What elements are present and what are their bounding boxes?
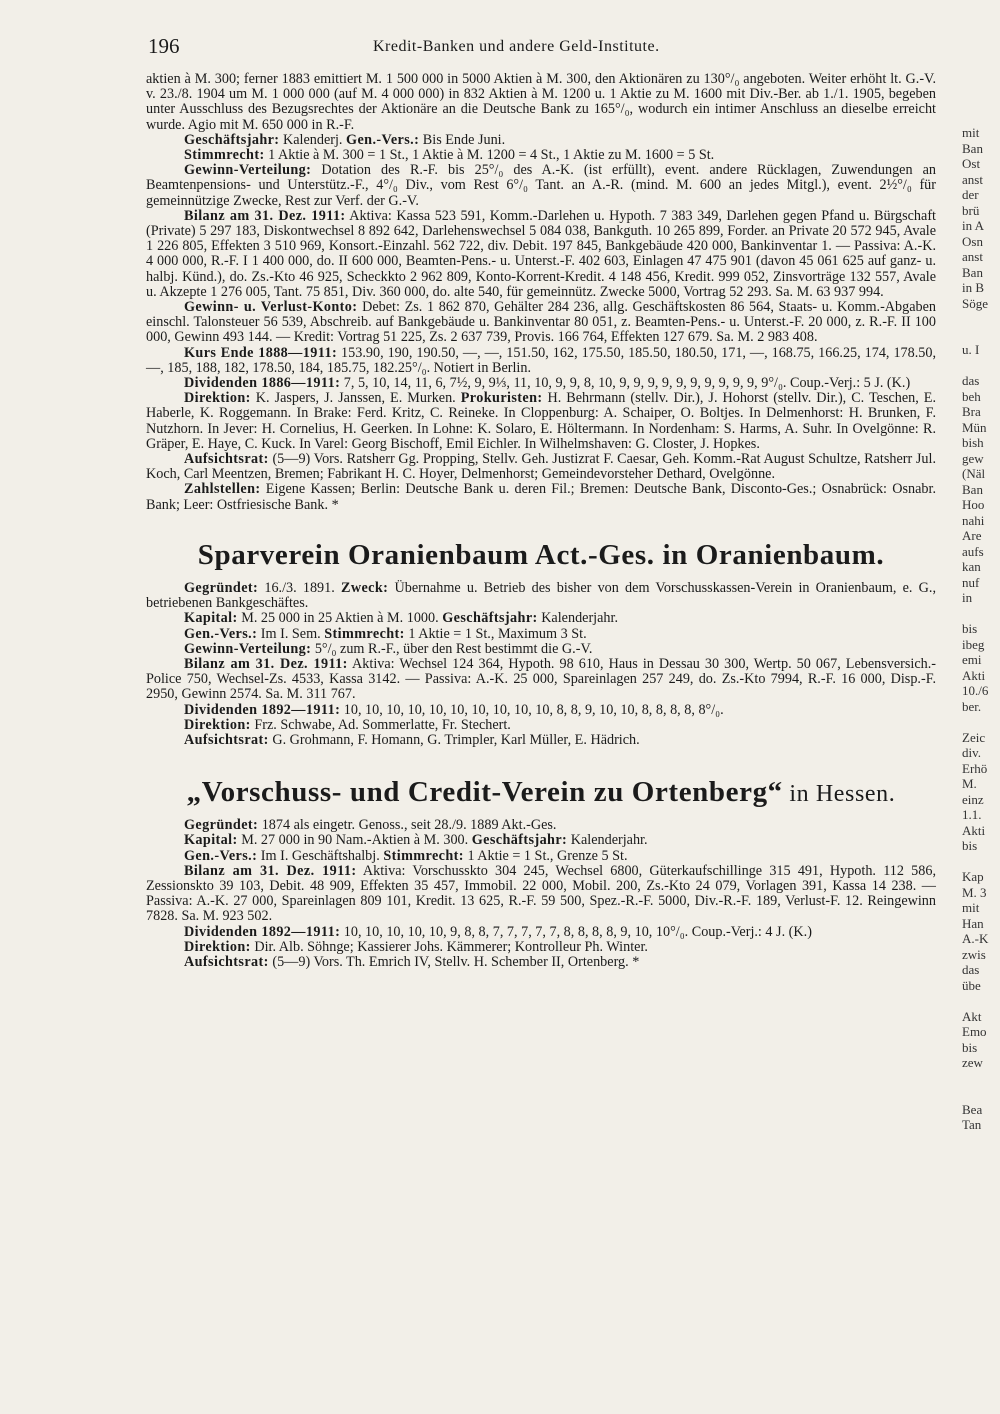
entry-text: 1874 als eingetr. Genoss., seit 28./9. 1889 Akt.-Ges. xyxy=(258,817,557,834)
margin-fragment: aufs xyxy=(962,543,984,559)
margin-fragment xyxy=(962,993,1000,1009)
entry-text: Eigene Kassen; Berlin: Deutsche Bank u. deren Fil.; Bremen: Deutsche Bank, Disconto-Ges.; Osnabrück: Osnabr. Bank; Leer: Ostfriesische Bank. * xyxy=(146,481,936,513)
margin-fragment: zwis xyxy=(962,946,986,962)
entry-text: H. Behrmann (stellv. Dir.), J. Hohorst (stellv. Dir.), C. Teschen, E. Haberle, K. Roggemann. In Brake: Ferd. Kritz, C. Reineke. In Cloppenburg: A. Schaiper, O. Boltjes. In Delmenhorst: H. Brunken, F. Nutzhorn. In Jever: H. Cornelius, H. Geerken. In Lohne: K. Solaro, E. Höltermann. In Nordenham: S. Harms, A. Suhr. In Ovelgönne: R. Gräper, E. Haye, C. Kuck. In Varel: Georg Bischoff, Emil Eichler. In Wilhelmshaven: G. Closter, J. Hopkes. xyxy=(146,390,936,452)
entry-text: Debet: Zs. 1 862 870, Gehälter 284 236, allg. Geschäftskosten 86 564, Staats- u. Komm.-Abgaben einschl. Talonsteuer 56 539, Abschreib. auf Bankgebäude u. Bankinventar 80 051, z. Beamten-Pens.- u. Unterst.-F. 20 000, z. R.-F. II 100 000, Gewinn 493 144. — Kredit: Vortrag 51 225, Zs. 2 637 739, Provis. 166 764, Effekten 127 679. Sa. M. 2 983 408. xyxy=(146,299,937,346)
margin-fragment: anst xyxy=(962,171,983,187)
entry-keyword: Gen.-Vers.: xyxy=(346,131,420,148)
entry-paragraph xyxy=(146,940,936,955)
entry-paragraph xyxy=(146,482,936,512)
entry-paragraph xyxy=(146,818,936,833)
entry-paragraph xyxy=(146,864,936,925)
margin-fragment: der xyxy=(962,187,979,202)
margin-fragment: in A xyxy=(962,218,985,233)
entry-text: K. Jaspers, J. Janssen, E. Murken. xyxy=(250,390,461,407)
entry-text: Dir. Alb. Söhnge; Kassierer Johs. Kämmerer; Kontrolleur Ph. Winter. xyxy=(250,938,648,955)
section-title-vorschussverein: „Vorschuss- und Credit-Verein zu Ortenberg“ in Hessen. xyxy=(186,776,896,809)
margin-fragment: Ost xyxy=(962,156,981,171)
entry-keyword: Dividenden 1892—1911: xyxy=(184,923,341,940)
margin-fragment: Ban xyxy=(962,264,983,280)
margin-fragment: (Näl xyxy=(962,466,986,481)
entry-keyword: Dividenden 1892—1911: xyxy=(184,701,341,718)
entry-paragraph xyxy=(146,833,936,848)
entry-text: G. Grohmann, F. Homann, G. Trimpler, Karl Müller, E. Hädrich. xyxy=(268,731,640,748)
entry-keyword: Gegründet: xyxy=(184,817,259,834)
entry-keyword: Aufsichtsrat: xyxy=(184,953,269,970)
entry-keyword: Aufsichtsrat: xyxy=(184,731,269,748)
margin-fragment: das xyxy=(962,962,980,977)
margin-fragment: ber. xyxy=(962,698,982,714)
entry-keyword: Aufsichtsrat: xyxy=(184,451,269,468)
section-bank-entry xyxy=(146,72,936,513)
margin-fragment: zew xyxy=(962,1055,983,1070)
margin-fragment: in xyxy=(962,590,973,605)
margin-fragment: in B xyxy=(962,280,985,295)
entry-keyword: Stimmrecht: xyxy=(324,625,405,642)
entry-text: (5—9) Vors. Th. Emrich IV, Stellv. H. Schember II, Ortenberg. * xyxy=(268,953,640,970)
entry-paragraph xyxy=(146,611,936,626)
entry-keyword: Kapital: xyxy=(184,832,238,849)
entry-paragraph xyxy=(146,849,936,864)
entry-text: 10, 10, 10, 10, 10, 10, 10, 10, 10, 10, 8, 8, 9, 10, 10, 8, 8, 8, 8, 8°/₀. xyxy=(340,701,724,718)
entry-text: aktien à M. 300; ferner 1883 emittiert M. 1 500 000 in 5000 Aktien à M. 300, den Aktionären zu 130°/₀ angeboten. Weiter erhöht lt. G.-V. v. 23./8. 1904 um M. 1 000 000 (auf M. 4 000 000) in 832 Aktien à M. 1200 u. 1 Aktie zu M. 1600 mit Div.-Ber. ab 1./1. 1905, begeben unter Ausschluss des Bezugsrechtes der Aktionäre an die Deutsche Bank zu 165°/₀, wodurch ein intimer Anschluss an dieselbe erreicht wurde. Agio mit M. 650 000 in R.-F. xyxy=(146,71,936,133)
margin-fragment: A.-K xyxy=(962,931,989,946)
margin-fragment xyxy=(962,1086,1000,1102)
section-title-sparverein: Sparverein Oranienbaum Act.-Ges. in Oranienbaum. xyxy=(197,538,885,571)
entry-keyword: Kurs Ende 1888—1911: xyxy=(184,344,338,361)
margin-fragment: bis xyxy=(962,621,978,636)
entry-keyword: Geschäftsjahr: xyxy=(184,131,280,148)
entry-keyword: Direktion: xyxy=(184,716,251,733)
margin-fragment: ibeg xyxy=(962,636,985,652)
running-title: Kredit-Banken und andere Geld-Institute. xyxy=(373,38,660,55)
entry-paragraph xyxy=(146,148,936,163)
entry-paragraph xyxy=(146,72,936,133)
margin-fragment: Zeic xyxy=(962,729,986,745)
entry-text: 1 Aktie = 1 St., Grenze 5 St. xyxy=(463,847,628,864)
entry-text: Im I. Sem. xyxy=(257,625,325,642)
entry-text: Kalenderjahr. xyxy=(567,832,648,849)
margin-fragment: Akt xyxy=(962,1008,982,1024)
margin-fragment: M. xyxy=(962,776,977,791)
margin-fragment: Emo xyxy=(962,1024,987,1039)
entry-keyword: Bilanz am 31. Dez. 1911: xyxy=(184,207,346,224)
margin-fragment: 1.1. xyxy=(962,807,982,822)
margin-fragment xyxy=(962,311,1000,327)
entry-paragraph xyxy=(146,452,936,482)
margin-fragment: u. I xyxy=(962,342,980,357)
entry-text: M. 25 000 in 25 Aktien à M. 1000. xyxy=(237,610,443,627)
entry-paragraph xyxy=(146,733,936,748)
entry-keyword: Direktion: xyxy=(184,938,251,955)
margin-fragment: Kap xyxy=(962,869,984,884)
entry-paragraph xyxy=(146,209,936,300)
entry-text: Übernahme u. Betrieb des bisher von dem Vorschusskassen-Verein in Oranienbaum, e. G., betriebenen Bankgeschäftes. xyxy=(146,579,936,612)
entry-text: 1 Aktie = 1 St., Maximum 3 St. xyxy=(404,625,587,642)
entry-text: Bis Ende Juni. xyxy=(419,131,506,148)
margin-fragment: Mün xyxy=(962,419,987,435)
margin-fragment: Hoo xyxy=(962,497,985,512)
margin-fragment: das xyxy=(962,373,980,388)
entry-paragraph xyxy=(146,300,936,346)
entry-keyword: Gegründet: xyxy=(184,579,259,596)
section-sparverein-entry xyxy=(146,581,936,748)
margin-fragment: bis xyxy=(962,1039,978,1055)
margin-fragment xyxy=(962,854,1000,870)
entry-keyword: Zweck: xyxy=(340,579,389,596)
margin-fragment xyxy=(962,358,1000,374)
entry-text: Frz. Schwabe, Ad. Sommerlatte, Fr. Stechert. xyxy=(250,716,511,733)
entry-keyword: Bilanz am 31. Dez. 1911: xyxy=(184,862,357,879)
entry-keyword: Stimmrecht: xyxy=(184,147,265,164)
margin-fragment: Akti xyxy=(962,667,986,683)
margin-fragment: Bra xyxy=(962,404,981,419)
margin-fragment: Akti xyxy=(962,822,986,838)
margin-fragment: Ban xyxy=(962,140,983,156)
margin-fragment: nuf xyxy=(962,574,980,590)
margin-fragment: einz xyxy=(962,791,984,807)
entry-keyword: Gen.-Vers.: xyxy=(184,625,258,642)
entry-paragraph xyxy=(146,133,936,148)
margin-fragment: mit xyxy=(962,125,980,140)
entry-paragraph xyxy=(146,955,936,970)
entry-keyword: Gen.-Vers.: xyxy=(184,847,258,864)
entry-paragraph xyxy=(146,376,936,391)
entry-keyword: Stimmrecht: xyxy=(383,847,464,864)
entry-text: 7, 5, 10, 14, 11, 6, 7½, 9, 9⅓, 11, 10, 9, 9, 8, 10, 9, 9, 9, 9, 9, 9, 9, 9, 9, 9, 9°/₀. Coup.-Verj.: 5 J. (K.) xyxy=(340,375,911,392)
margin-fragment: Ban xyxy=(962,481,983,497)
entry-text: M. 27 000 in 90 Nam.-Aktien à M. 300. xyxy=(237,832,472,849)
margin-fragment: Han xyxy=(962,915,984,931)
margin-fragment: mit xyxy=(962,900,980,915)
entry-paragraph xyxy=(146,391,936,452)
entry-paragraph xyxy=(146,925,936,940)
entry-text: Aktiva: Vorschusskto 304 245, Wechsel 6800, Güterkaufschillinge 315 491, Hypoth. 112 586, Zessionskto 39 103, Debit. 48 909, Effekten 35 457, Immobil. 22 000, Mobil. 200, Zs.-Kto 24 079, Vorlagen 391, Kassa 14 238. — Passiva: A.-K. 27 000, Spareinlagen 809 101, Kredit. 13 625, R.-F. 59 500, Spez.-R.-F. 5000, Div.-R.-F. 189, Verlust-F. 12. Reingewinn 7828. Sa. M. 923 502. xyxy=(146,862,936,925)
entry-paragraph xyxy=(146,642,936,657)
margin-fragment: Osn xyxy=(962,233,983,249)
entry-keyword: Geschäftsjahr: xyxy=(442,610,538,627)
entry-text: 10, 10, 10, 10, 10, 9, 8, 8, 7, 7, 7, 7, 7, 8, 8, 8, 8, 9, 10, 10°/₀. Coup.-Verj.: 4 J. (K.) xyxy=(340,923,812,940)
entry-keyword: Zahlstellen: xyxy=(184,481,261,498)
entry-paragraph xyxy=(146,703,936,718)
page-number: 196 xyxy=(148,34,180,58)
entry-paragraph xyxy=(146,581,936,611)
margin-fragment: bish xyxy=(962,435,984,450)
entry-paragraph xyxy=(146,627,936,642)
margin-fragment: gew xyxy=(962,450,984,466)
margin-fragment: nahi xyxy=(962,512,985,528)
entry-text: Aktiva: Kassa 523 591, Komm.-Darlehen u. Hypoth. 7 383 349, Darlehen gegen Pfand u. Bürgschaft (Private) 5 297 183, Diskontwechsel 8 892 642, Darlehenswechsel 5 084 038, Bankguth. 10 265 899, Forder. an Private 20 572 945, Avale 1 226 805, Effekten 3 510 969, Konsort.-Einzahl. 562 722, div. Debit. 197 845, Bankgebäude 420 000, Bankinventar 1. — Passiva: A.-K. 4 000 000, R.-F. I 1 400 000, do. II 600 000, Beamten-Pens.- u. Unterst.-F. 402 603, Einlagen 47 475 901 (davon 45 061 625 auf ganz- u. halbj. Künd.), do. Zs.-Kto 46 925, Scheckkto 2 962 809, Konto-Korrent-Kredit. 4 148 456, Kredit. 999 052, Zinsvorträge 132 557, Avale u. Akzepte 1 276 005, Tant. 75 851, Div. 360 000, do. alte 540, für gemeinnütz. Zwecke 5000, Vortrag 52 293. Sa. M. 63 937 994. xyxy=(146,207,936,300)
margin-fragment: Are xyxy=(962,528,982,543)
section-vorschussverein-entry xyxy=(146,818,936,970)
entry-text: Im I. Geschäftshalbj. xyxy=(257,847,384,864)
entry-text: Dotation des R.-F. bis 25°/₀ des A.-K. (ist erfüllt), event. andere Rücklagen, Zuwendungen an Beamtenpensions- und Unterstütz.-F., 4°/₀ Div., vom Rest 6°/₀ Tant. an A.-R. (mind. M. 600 an jedes Mitgl.), event. 2½°/₀ für gemeinnützige Zwecke, Rest zur Verf. der G.-V. xyxy=(146,162,936,209)
entry-paragraph xyxy=(146,657,936,703)
margin-fragment xyxy=(962,1071,1000,1087)
margin-fragment: übe xyxy=(962,977,981,993)
margin-fragment: anst xyxy=(962,249,983,264)
page-header xyxy=(148,34,948,64)
entry-keyword: Direktion: xyxy=(184,390,251,407)
entry-keyword: Prokuristen: xyxy=(460,390,543,407)
margin-fragment: Söge xyxy=(962,295,988,311)
margin-fragment: Tan xyxy=(962,1117,982,1132)
margin-fragment: 10./6 xyxy=(962,683,989,698)
entry-text: Kalenderjahr. xyxy=(537,610,618,627)
entry-paragraph xyxy=(146,163,936,209)
entry-keyword: Gewinn-Verteilung: xyxy=(184,640,312,657)
margin-fragment: M. 3 xyxy=(962,884,987,900)
margin-fragment: bis xyxy=(962,838,978,853)
margin-fragment: Erhö xyxy=(962,760,988,776)
entry-paragraph xyxy=(146,718,936,733)
entry-text: (5—9) Vors. Ratsherr Gg. Propping, Stellv. Geh. Justizrat F. Caesar, Geh. Komm.-Rat August Schultze, Ratsherr Jul. Koch, Carl Meentzen, Bremen; Fabrikant H. C. Hoyer, Delmenhorst; Gemeindevorsteher Dethard, Ovelgönne. xyxy=(146,451,936,483)
entry-text: Aktiva: Wechsel 124 364, Hypoth. 98 610, Haus in Dessau 30 300, Wertp. 50 067, Lebensversich.-Police 750, Wechsel-Zs. 4533, Kassa 3142. — Passiva: A.-K. 25 000, Spareinlagen 257 249, do. Zs.-Kto 7994, R.-F. 16 000, Disp.-F. 2950, Gewinn 2574. Sa. M. 311 767. xyxy=(146,655,937,703)
entry-keyword: Geschäftsjahr: xyxy=(471,832,568,849)
adjacent-page-margin xyxy=(962,125,1000,1133)
entry-text: 5°/₀ zum R.-F., über den Rest bestimmt die G.-V. xyxy=(311,640,593,657)
entry-text: 1 Aktie à M. 300 = 1 St., 1 Aktie à M. 1200 = 4 St., 1 Aktie zu M. 1600 = 5 St. xyxy=(264,147,715,164)
margin-fragment: emi xyxy=(962,652,982,667)
page-content xyxy=(146,72,936,970)
margin-fragment: beh xyxy=(962,388,981,404)
entry-keyword: Gewinn- u. Verlust-Konto: xyxy=(184,299,358,316)
entry-keyword: Dividenden 1886—1911: xyxy=(184,375,341,392)
margin-fragment: kan xyxy=(962,559,981,574)
entry-keyword: Gewinn-Verteilung: xyxy=(184,162,312,179)
margin-fragment xyxy=(962,714,1000,730)
entry-keyword: Bilanz am 31. Dez. 1911: xyxy=(184,655,348,672)
entry-paragraph xyxy=(146,346,936,376)
entry-keyword: Kapital: xyxy=(184,610,238,627)
entry-text: Kalenderj. xyxy=(279,131,347,148)
margin-fragment: div. xyxy=(962,745,982,760)
entry-text: 16./3. 1891. xyxy=(258,579,341,596)
entry-text: 153.90, 190, 190.50, —, —, 151.50, 162, 175.50, 185.50, 180.50, 171, —, 168.75, 166.25, 174, 178.50, —, 185, 188, 182, 178.50, 184, 185.75, 182.25°/₀. Notiert in Berlin. xyxy=(146,344,937,376)
margin-fragment: Bea xyxy=(962,1101,983,1117)
margin-fragment xyxy=(962,606,1000,622)
margin-fragment: brü xyxy=(962,202,980,218)
margin-fragment xyxy=(962,327,1000,343)
section-title-location: in Hessen. xyxy=(782,781,896,808)
